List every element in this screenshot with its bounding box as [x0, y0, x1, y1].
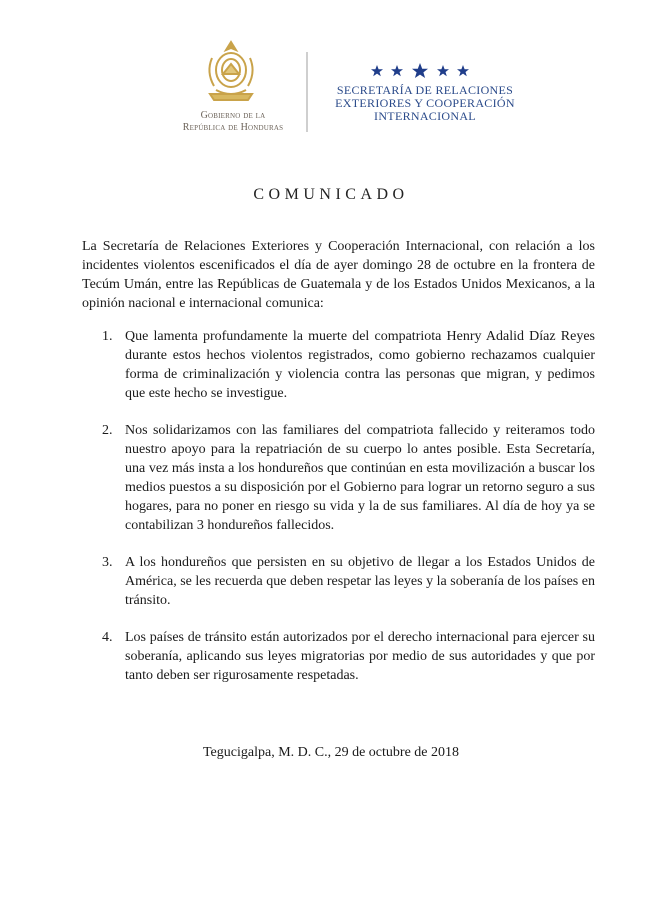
item-text: Que lamenta profundamente la muerte del compatriota Henry Adalid Díaz Reyes durante estos hechos violentos registrados, como gobierno rechazamos cualquier forma de criminalización y violencia contra las personas que migran, y pedimos que este hecho se investigue.: [125, 329, 595, 401]
gov-line-2: República de Honduras: [182, 122, 284, 133]
list-item: [82, 327, 595, 403]
ministry-line-1: SECRETARÍA DE RELACIONES: [336, 83, 514, 97]
item-number: 2.: [102, 423, 113, 438]
item-number: 4.: [102, 630, 113, 645]
item-number: 1.: [102, 329, 113, 344]
item-text: A los hondureños que persisten en su objetivo de llegar a los Estados Unidos de América, se les recuerda que deben respetar las leyes y la soberanía de los países en tránsito.: [125, 555, 595, 608]
coat-of-arms-icon: [200, 38, 262, 108]
list-item: [82, 628, 595, 685]
ministry-line-2: EXTERIORES Y COOPERACIÓN: [335, 96, 515, 110]
item-text: Los países de tránsito están autorizados por el derecho internacional para ejercer su soberanía, aplicando sus leyes migratorias por medio de sus autoridades y que por tanto deben ser rigurosamente respetadas.: [125, 630, 595, 683]
header-divider: [306, 52, 308, 132]
list-item: [82, 421, 595, 535]
intro-paragraph: La Secretaría de Relaciones Exteriores y Cooperación Internacional, con relación a los incidentes violentos escenificados el día de ayer domingo 28 de octubre en la frontera de Tecúm Umán, entre las Repúblicas de Guatemala y de los Estados Unidos Mexicanos, a la opinión nacional e internacional comunica:: [82, 239, 595, 311]
government-name: [158, 110, 308, 134]
ministry-line-3: INTERNACIONAL: [374, 109, 476, 123]
document-title: COMUNICADO: [253, 186, 409, 203]
list-item: [82, 553, 595, 610]
document-body: [82, 237, 595, 703]
place-and-date: Tegucigalpa, M. D. C., 29 de octubre de 2018: [202, 745, 459, 760]
letterhead: [0, 0, 662, 150]
statement-list: [82, 327, 595, 685]
item-number: 3.: [102, 555, 113, 570]
stars-icon: [370, 62, 470, 80]
ministry-name: [325, 84, 525, 123]
item-text: Nos solidarizamos con las familiares del compatriota fallecido y reiteramos todo nuestro apoyo para la repatriación de su cuerpo lo antes posible. Esta Secretaría, una vez más insta a los hondureños que continúan en esta movilización a buscar los medios puestos a su disposición por el Gobierno para lograr un retorno seguro a sus hogares, para no poner en riesgo su vida y la de sus familiares. Al día de hoy ya se contabilizan 3 hondureños fallecidos.: [125, 423, 595, 533]
gov-line-1: Gobierno de la: [200, 110, 266, 121]
